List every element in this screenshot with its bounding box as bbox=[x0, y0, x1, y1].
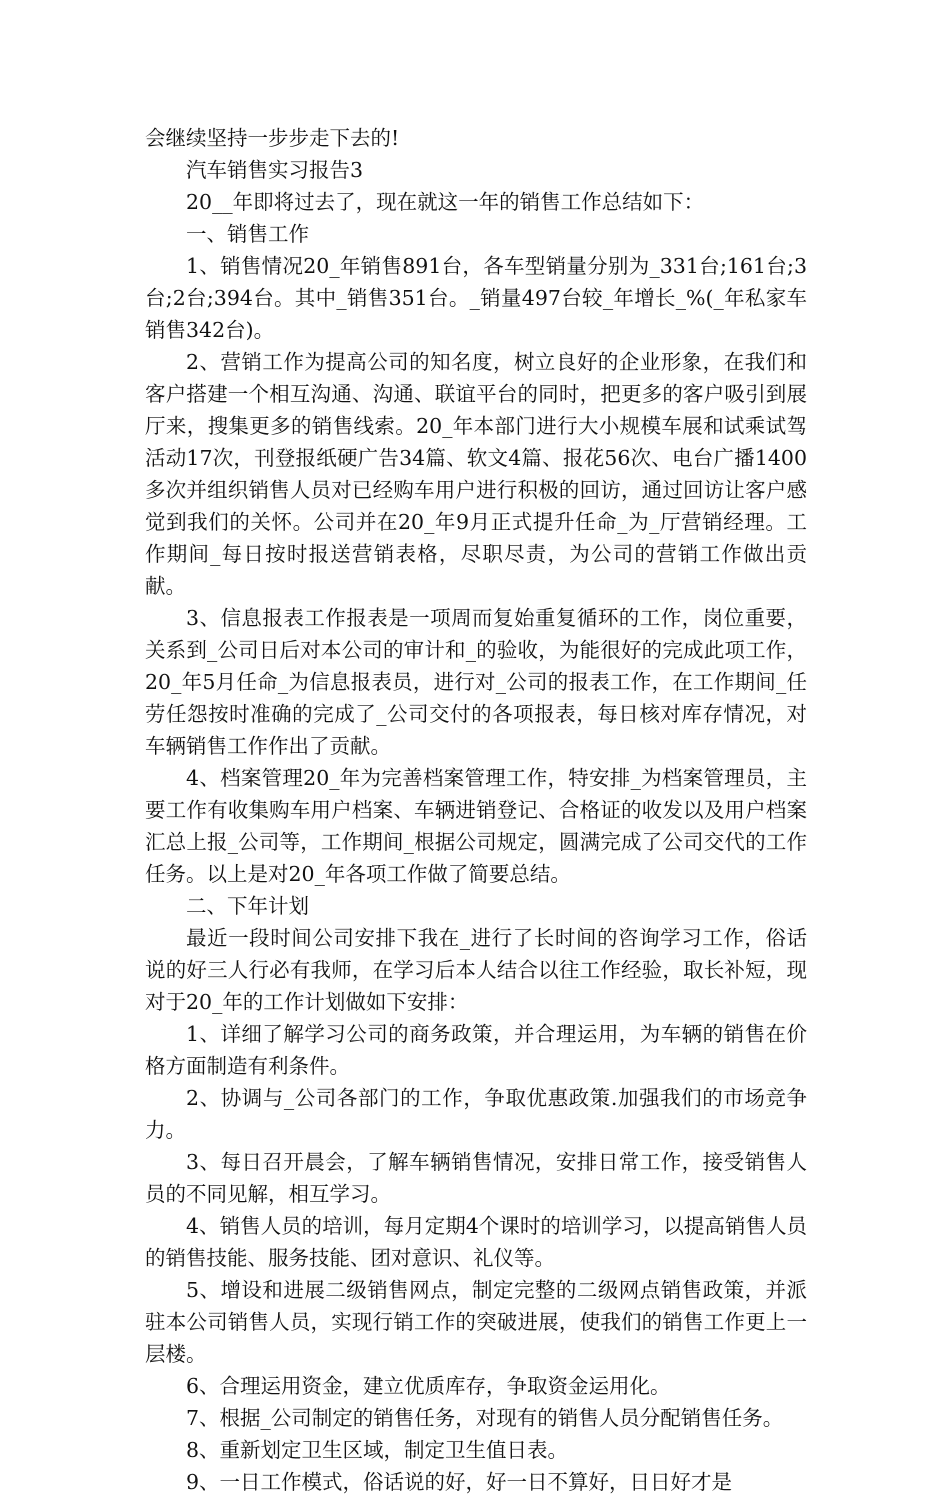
plan-item-6: 6、合理运用资金，建立优质库存，争取资金运用化。 bbox=[186, 1374, 671, 1398]
plan-item-1: 1、详细了解学习公司的商务政策，并合理运用，为车辆的销售在价格方面制造有利条件。 bbox=[145, 1022, 807, 1078]
paragraph-info-reports: 3、信息报表工作报表是一项周而复始重复循环的工作，岗位重要，关系到_公司日后对本公司的审计和_的验收，为能很好的完成此项工作，20_年5月任命_为信息报表员，进行对_公司的报表工作，在工作期间_任劳任怨按时准确的完成了_公司交付的各项报表，每日核对库存情况，对车辆销售工作作出了贡献。 bbox=[145, 606, 807, 758]
paragraph-archive-management: 4、档案管理20_年为完善档案管理工作，特安排_为档案管理员，主要工作有收集购车用户档案、车辆进销登记、合格证的收发以及用户档案汇总上报_公司等，工作期间_根据公司规定，圆满完成了公司交代的工作任务。以上是对20_年各项工作做了简要总结。 bbox=[145, 766, 807, 886]
intro-paragraph: 20__年即将过去了，现在就这一年的销售工作总结如下： bbox=[186, 190, 705, 214]
paragraph-marketing-work: 2、营销工作为提高公司的知名度，树立良好的企业形象，在我们和客户搭建一个相互沟通、沟通、联谊平台的同时，把更多的客户吸引到展厅来，搜集更多的销售线索。20_年本部门进行大小规模车展和试乘试驾活动17次，刊登报纸硬广告34篇、软文4篇、报花56次、电台广播1400多次并组织销售人员对已经购车用户进行积极的回访，通过回访让客户感觉到我们的关怀。公司并在20_年9月正式提升任命_为_厅营销经理。工作期间_每日按时报送营销表格，尽职尽责，为公司的营销工作做出贡献。 bbox=[145, 350, 807, 598]
paragraph-sales-status: 1、销售情况20_年销售891台，各车型销量分别为_331台;161台;3台;2台;394台。其中_销售351台。_销量497台较_年增长_%(_年私家车销售342台)。 bbox=[145, 254, 807, 342]
document-page bbox=[145, 122, 807, 1498]
plan-item-7: 7、根据_公司制定的销售任务，对现有的销售人员分配销售任务。 bbox=[186, 1406, 784, 1430]
section-heading-next-year-plan: 二、下年计划 bbox=[186, 894, 309, 918]
plan-item-5: 5、增设和进展二级销售网点，制定完整的二级网点销售政策，并派驻本公司销售人员，实现行销工作的突破进展，使我们的销售工作更上一层楼。 bbox=[145, 1278, 807, 1366]
plan-item-2: 2、协调与_公司各部门的工作，争取优惠政策.加强我们的市场竞争力。 bbox=[145, 1086, 807, 1142]
section-heading-sales-work: 一、销售工作 bbox=[186, 222, 309, 246]
continuation-line: 会继续坚持一步步走下去的! bbox=[145, 126, 400, 150]
paragraph-plan-intro: 最近一段时间公司安排下我在_进行了长时间的咨询学习工作，俗话说的好三人行必有我师，在学习后本人结合以往工作经验，取长补短，现对于20_年的工作计划做如下安排： bbox=[145, 926, 807, 1014]
plan-item-3: 3、每日召开晨会，了解车辆销售情况，安排日常工作，接受销售人员的不同见解，相互学习。 bbox=[145, 1150, 807, 1206]
report-title: 汽车销售实习报告3 bbox=[186, 158, 364, 182]
plan-item-4: 4、销售人员的培训，每月定期4个课时的培训学习，以提高销售人员的销售技能、服务技能、团对意识、礼仪等。 bbox=[145, 1214, 807, 1270]
plan-item-9: 9、一日工作模式，俗话说的好，好一日不算好，日日好才是 bbox=[186, 1470, 733, 1494]
plan-item-8: 8、重新划定卫生区域，制定卫生值日表。 bbox=[186, 1438, 569, 1462]
